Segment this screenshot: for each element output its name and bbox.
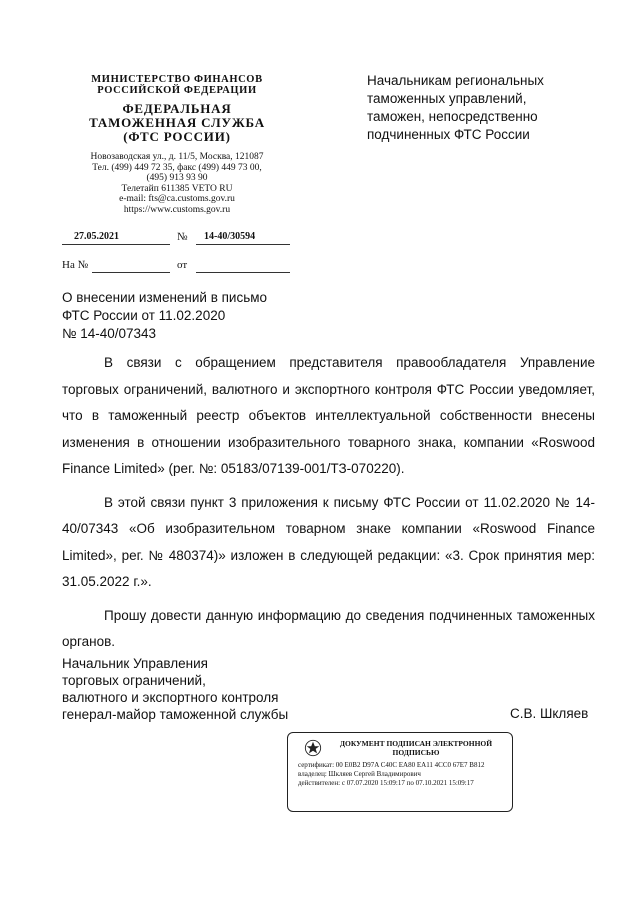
subject [62, 289, 322, 343]
phone-line: Тел. (499) 449 72 35, факс (499) 449 73 00, [92, 162, 262, 173]
stamp-info [298, 761, 506, 789]
ministry-line: МИНИСТЕРСТВО ФИНАНСОВ [91, 74, 263, 85]
letterhead [48, 74, 306, 215]
recipient-line: Начальникам региональных [367, 73, 544, 88]
position-line: валютного и экспортного контроля [62, 690, 279, 705]
registration-block [62, 230, 294, 286]
position-line: Начальник Управления [62, 656, 208, 671]
recipient-line: таможенных управлений, [367, 91, 527, 106]
outgoing-number: 14-40/30594 [204, 231, 256, 242]
website-line: https://www.customs.gov.ru [123, 204, 231, 215]
from-label: от [177, 259, 188, 271]
in-reply-label: На № [62, 259, 89, 271]
body-paragraph: В этой связи пункт 3 приложения к письму ФТС России от 11.02.2020 № 14-40/07343 «Об изобразительном товарном знаке компании «Roswood Finance Limited», рег. № 480374)» изложен в следующей редакции: «3. Срок принятия мер: 31.05.2022 г.». [62, 494, 595, 589]
subject-line: О внесении изменений в письмо [62, 290, 268, 305]
email-line: e-mail: fts@ca.customs.gov.ru [119, 194, 235, 204]
phone-line: (495) 913 93 90 [146, 173, 208, 183]
signer-name: С.В. Шкляев [510, 706, 589, 721]
position-line: генерал-майор таможенной службы [62, 707, 289, 722]
recipient-line: подчиненных ФТС России [367, 127, 530, 142]
service-line: ФЕДЕРАЛЬНАЯ [122, 101, 232, 116]
service-name [48, 102, 306, 144]
e-signature-stamp [287, 732, 513, 812]
subject-line: ФТС России от 11.02.2020 [62, 308, 226, 323]
number-sign: № [177, 231, 188, 243]
stamp-title-line: ДОКУМЕНТ ПОДПИСАН ЭЛЕКТРОННОЙ [339, 739, 493, 748]
signer-position [62, 655, 322, 723]
body-paragraph: Прошу довести данную информацию до сведения подчиненных таможенных органов. [62, 607, 595, 649]
contact-block [48, 152, 306, 215]
recipient-line: таможен, непосредственно [367, 109, 538, 124]
certificate-line: сертификат: 00 E0B2 D97A C40C EA80 EA11 4CC0 67E7 B812 [298, 761, 485, 769]
letter-body [62, 350, 595, 663]
stamp-title [328, 739, 504, 757]
ministry-line: РОССИЙСКОЙ ФЕДЕРАЦИИ [97, 85, 257, 96]
recipient [367, 72, 607, 144]
service-line: ТАМОЖЕННАЯ СЛУЖБА [89, 115, 265, 130]
subject-line: № 14-40/07343 [62, 326, 157, 341]
position-line: торговых ограничений, [62, 673, 206, 688]
teletype-line: Телетайп 611385 VETO RU [121, 183, 233, 194]
ministry-name [48, 74, 306, 96]
body-paragraph: В связи с обращением представителя правообладателя Управление торговых ограничений, валютного и экспортного контроля ФТС России уведомляет, что в таможенный реестр объектов интеллектуальной собственности внесены изменения в отношении изобразительного товарного знака, компании «Roswood Finance Limited» (рег. №: 05183/07139-001/ТЗ-070220). [62, 355, 595, 476]
owner-line: владелец: Шкляев Сергей Владимирович [298, 770, 421, 779]
service-line: (ФТС РОССИИ) [123, 129, 231, 144]
emblem-icon [304, 739, 322, 757]
validity-line: действителен: с 07.07.2020 15:09:17 по 07.10.2021 15:09:17 [298, 779, 474, 788]
outgoing-date: 27.05.2021 [74, 231, 119, 242]
address-line: Новозаводская ул., д. 11/5, Москва, 121087 [90, 152, 264, 162]
stamp-title-line: ПОДПИСЬЮ [392, 748, 440, 757]
